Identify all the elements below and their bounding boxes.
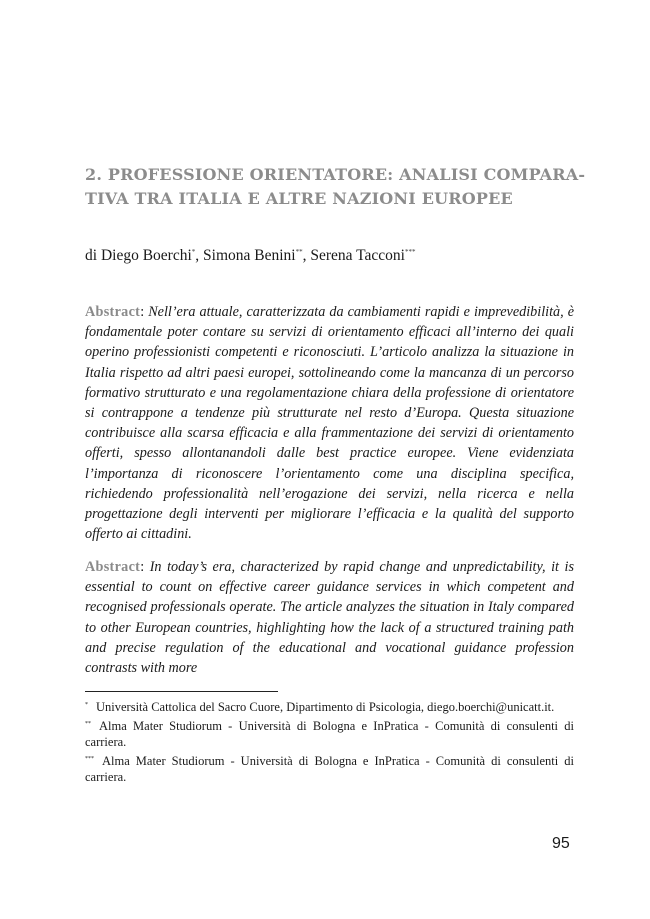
- page-number: 95: [552, 835, 570, 852]
- footnote-text: Alma Mater Studiorum - Università di Bologna e InPratica - Comunità di consulenti di carriera.: [85, 719, 574, 749]
- abstract-label: Abstract: [85, 559, 141, 575]
- abstract-text: Nell’era attuale, caratterizzata da cambiamenti rapidi e imprevedibilità, è fondamentale poter contare su servizi di orientamento efficaci all’interno dei quali operino professionisti competenti e riconosciuti. L’articolo analizza la situazione in Italia rispetto ad altri paesi europei, sottolineando come la mancanza di un percorso formativo strutturato e una regolamentazione chiara della professione di orientatore si contrappone a tendenze più strutturate nel resto d’Europa. Questa situazione contribuisce alla scarsa efficacia e alla frammentazione dei servizi di orientamento offerti, spesso allontanandoli dalle best practice europee. Viene evidenziata l’importanza di riconoscere l’orientamento come una disciplina specifica, richiedendo professionalità nell’erogazione dei servizi, nella ricerca e nella progettazione degli interventi per migliorare l’efficacia e la qualità del supporto offerto ai cittadini.: [85, 304, 574, 543]
- author-line: di Diego Boerchi*, Simona Benini**, Serena Tacconi***: [85, 247, 416, 264]
- footnote: [85, 697, 574, 715]
- author-name: Diego Boerchi: [100, 247, 192, 264]
- author-prefix: di: [85, 247, 98, 264]
- author-name: Simona Benini: [203, 247, 296, 264]
- author-footnote-mark: *: [191, 248, 196, 256]
- author-footnote-mark: **: [295, 248, 303, 256]
- footnote-text: Università Cattolica del Sacro Cuore, Dipartimento di Psicologia, diego.boerchi@unicatt.it.: [96, 700, 555, 714]
- abstract-english: Abstract: In today’s era, characterized by rapid change and unpredictability, it is essential to count on effective career guidance services in which competent and recognised professionals operate. The article analyzes the situation in Italy compared to other European countries, highlighting how the lack of a structured training path and precise regulation of the educational and vocational guidance profession contrasts with more: [85, 559, 574, 677]
- abstract-text: In today’s era, characterized by rapid change and unpredictability, it is essential to count on effective career guidance services in which competent and recognised professionals operate. The article analyzes the situation in Italy compared to other European countries, highlighting how the lack of a structured training path and precise regulation of the educational and vocational guidance profession contrasts with more: [85, 559, 574, 677]
- chapter-title: [85, 163, 585, 211]
- chapter-title-line-2: TIVA TRA ITALIA E ALTRE NAZIONI EUROPEE: [85, 189, 513, 208]
- footnote-text: Alma Mater Studiorum - Università di Bologna e InPratica - Comunità di consulenti di carriera.: [85, 754, 574, 784]
- footnote-separator: [85, 691, 278, 692]
- abstract-label: Abstract: [85, 304, 141, 320]
- footnotes: [85, 697, 574, 786]
- author-name: Serena Tacconi: [310, 247, 405, 264]
- footnote-mark: ***: [85, 756, 94, 762]
- footnote: [85, 716, 574, 750]
- footnote-mark: *: [85, 702, 88, 708]
- footnote-mark: **: [85, 721, 91, 727]
- abstract-italian: Abstract: Nell’era attuale, caratterizzata da cambiamenti rapidi e imprevedibilità, è fondamentale poter contare su servizi di orientamento efficaci all’interno dei quali operino professionisti competenti e riconosciuti. L’articolo analizza la situazione in Italia rispetto ad altri paesi europei, sottolineando come la mancanza di un percorso formativo strutturato e una regolamentazione chiara della professione di orientatore si contrappone a tendenze più strutturate nel resto d’Europa. Questa situazione contribuisce alla scarsa efficacia e alla frammentazione dei servizi di orientamento offerti, spesso allontanandoli dalle best practice europee. Viene evidenziata l’importanza di riconoscere l’orientamento come una disciplina specifica, richiedendo professionalità nell’erogazione dei servizi, nella ricerca e nella progettazione degli interventi per migliorare l’efficacia e la qualità del supporto offerto ai cittadini.: [85, 304, 574, 543]
- chapter-title-line-1: 2. PROFESSIONE ORIENTATORE: ANALISI COMPARA-: [85, 165, 586, 184]
- author-footnote-mark: ***: [404, 248, 416, 256]
- footnote: [85, 751, 574, 785]
